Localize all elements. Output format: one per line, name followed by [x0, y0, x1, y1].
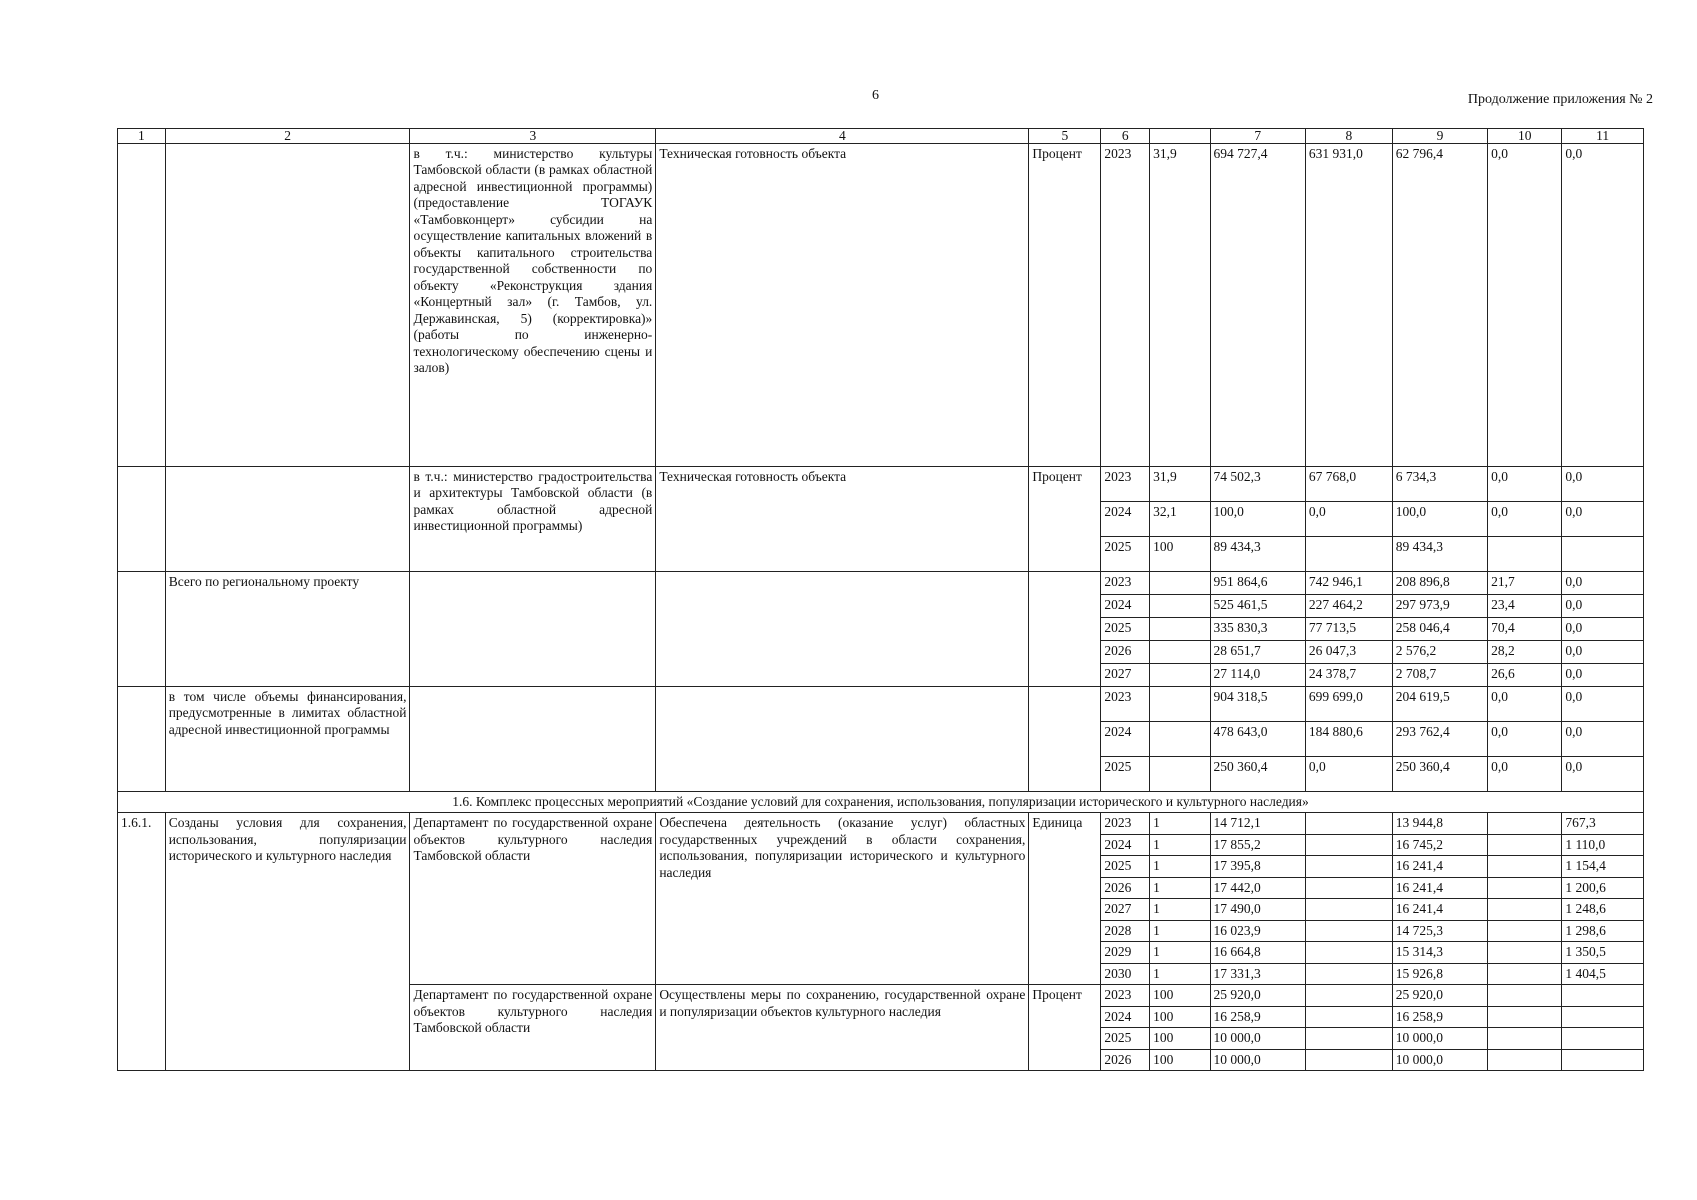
column-header: 4: [656, 129, 1029, 144]
cell-other: 0,0: [1562, 664, 1644, 687]
cell-name: [165, 467, 410, 572]
cell-total: 17 442,0: [1210, 877, 1305, 898]
cell-local: 0,0: [1488, 757, 1562, 792]
cell-year: 2023: [1101, 572, 1150, 595]
cell-total: 478 643,0: [1210, 722, 1305, 757]
cell-regional: 13 944,8: [1392, 813, 1487, 834]
cell-number: [118, 467, 166, 572]
cell-federal: [1305, 985, 1392, 1006]
cell-regional: 100,0: [1392, 502, 1487, 537]
cell-federal: [1305, 899, 1392, 920]
cell-value: [1150, 572, 1210, 595]
cell-value: 100: [1150, 1028, 1210, 1049]
cell-year: 2027: [1101, 664, 1150, 687]
column-header: 8: [1305, 129, 1392, 144]
column-header: 10: [1488, 129, 1562, 144]
column-header: [1150, 129, 1210, 144]
cell-value: 1: [1150, 963, 1210, 984]
cell-total: 16 664,8: [1210, 942, 1305, 963]
cell-regional: 10 000,0: [1392, 1028, 1487, 1049]
cell-other: 0,0: [1562, 572, 1644, 595]
cell-other: 767,3: [1562, 813, 1644, 834]
cell-total: 17 490,0: [1210, 899, 1305, 920]
cell-total: 10 000,0: [1210, 1028, 1305, 1049]
cell-other: 0,0: [1562, 595, 1644, 618]
cell-regional: 2 708,7: [1392, 664, 1487, 687]
cell-local: [1488, 856, 1562, 877]
cell-other: [1562, 537, 1644, 572]
cell-total: 100,0: [1210, 502, 1305, 537]
column-header: 5: [1029, 129, 1101, 144]
cell-year: 2024: [1101, 502, 1150, 537]
column-header: 1: [118, 129, 166, 144]
cell-value: 1: [1150, 877, 1210, 898]
cell-federal: 67 768,0: [1305, 467, 1392, 502]
cell-other: 0,0: [1562, 144, 1644, 467]
cell-local: 70,4: [1488, 618, 1562, 641]
cell-federal: 0,0: [1305, 502, 1392, 537]
cell-regional: 10 000,0: [1392, 1049, 1487, 1070]
cell-regional: 2 576,2: [1392, 641, 1487, 664]
table-row: [118, 813, 1644, 834]
cell-value: 100: [1150, 985, 1210, 1006]
column-header: 6: [1101, 129, 1150, 144]
cell-year: 2024: [1101, 722, 1150, 757]
cell-federal: 631 931,0: [1305, 144, 1392, 467]
cell-year: 2023: [1101, 467, 1150, 502]
cell-local: [1488, 1049, 1562, 1070]
cell-value: 100: [1150, 537, 1210, 572]
cell-federal: [1305, 1028, 1392, 1049]
cell-other: 1 200,6: [1562, 877, 1644, 898]
cell-local: [1488, 813, 1562, 834]
cell-local: [1488, 877, 1562, 898]
cell-other: 1 110,0: [1562, 834, 1644, 855]
cell-local: 0,0: [1488, 687, 1562, 722]
cell-local: 28,2: [1488, 641, 1562, 664]
cell-year: 2023: [1101, 813, 1150, 834]
cell-other: 1 154,4: [1562, 856, 1644, 877]
cell-local: 26,6: [1488, 664, 1562, 687]
cell-total: 16 023,9: [1210, 920, 1305, 941]
cell-other: [1562, 985, 1644, 1006]
cell-federal: [1305, 834, 1392, 855]
cell-executor: в т.ч.: министерство культуры Тамбовской области (в рамках областной адресной инвестиционной программы) (предоставление ТОГАУК «Тамбовконцерт» субсидии на осуществление капитальных вложений в объекты капитального строительства государственной собственности по объекту «Реконструкция здания «Концертный зал» (г. Тамбов, ул. Державинская, 5) (корректировка)» (работы по инженерно-технологическому обеспечению сцены и залов): [410, 144, 656, 467]
cell-local: [1488, 1006, 1562, 1027]
cell-local: [1488, 942, 1562, 963]
cell-local: [1488, 985, 1562, 1006]
cell-value: 1: [1150, 920, 1210, 941]
cell-federal: 227 464,2: [1305, 595, 1392, 618]
cell-local: 23,4: [1488, 595, 1562, 618]
cell-regional: 293 762,4: [1392, 722, 1487, 757]
column-header: 2: [165, 129, 410, 144]
cell-other: 0,0: [1562, 757, 1644, 792]
cell-value: [1150, 687, 1210, 722]
cell-regional: 16 241,4: [1392, 899, 1487, 920]
cell-other: 0,0: [1562, 467, 1644, 502]
cell-other: 0,0: [1562, 641, 1644, 664]
cell-year: 2025: [1101, 1028, 1150, 1049]
page-number: 6: [872, 88, 879, 103]
cell-regional: 297 973,9: [1392, 595, 1487, 618]
cell-federal: [1305, 877, 1392, 898]
cell-total: 694 727,4: [1210, 144, 1305, 467]
cell-year: 2023: [1101, 144, 1150, 467]
cell-year: 2025: [1101, 537, 1150, 572]
cell-other: [1562, 1049, 1644, 1070]
cell-indicator: Обеспечена деятельность (оказание услуг) областных государственных учреждений в области сохранения, использования, популяризации исторического и культурного наследия: [656, 813, 1029, 985]
cell-year: 2025: [1101, 757, 1150, 792]
cell-total: 335 830,3: [1210, 618, 1305, 641]
cell-unit: Процент: [1029, 144, 1101, 467]
cell-year: 2024: [1101, 834, 1150, 855]
cell-total: 74 502,3: [1210, 467, 1305, 502]
cell-value: 1: [1150, 942, 1210, 963]
cell-other: 1 404,5: [1562, 963, 1644, 984]
cell-other: [1562, 1028, 1644, 1049]
column-header: 3: [410, 129, 656, 144]
cell-local: 21,7: [1488, 572, 1562, 595]
cell-executor: Департамент по государственной охране объектов культурного наследия Тамбовской области: [410, 813, 656, 985]
column-header: 7: [1210, 129, 1305, 144]
section-title: 1.6. Комплекс процессных мероприятий «Создание условий для сохранения, использования, популяризации исторического и культурного наследия»: [118, 792, 1644, 813]
cell-year: 2030: [1101, 963, 1150, 984]
cell-executor: [410, 687, 656, 792]
cell-number: [118, 144, 166, 467]
appendix-note: Продолжение приложения № 2: [1467, 92, 1653, 107]
cell-year: 2025: [1101, 856, 1150, 877]
cell-value: [1150, 757, 1210, 792]
cell-federal: 77 713,5: [1305, 618, 1392, 641]
cell-value: [1150, 664, 1210, 687]
cell-other: [1562, 1006, 1644, 1027]
table-row: [118, 687, 1644, 722]
cell-executor: в т.ч.: министерство градостроительства и архитектуры Тамбовской области (в рамках областной адресной инвестиционной программы): [410, 467, 656, 572]
cell-total: 904 318,5: [1210, 687, 1305, 722]
cell-indicator: Техническая готовность объекта: [656, 467, 1029, 572]
cell-regional: 89 434,3: [1392, 537, 1487, 572]
cell-regional: 6 734,3: [1392, 467, 1487, 502]
cell-local: [1488, 834, 1562, 855]
cell-value: 1: [1150, 899, 1210, 920]
cell-federal: 0,0: [1305, 757, 1392, 792]
cell-other: 0,0: [1562, 502, 1644, 537]
cell-value: 100: [1150, 1006, 1210, 1027]
cell-year: 2026: [1101, 1049, 1150, 1070]
cell-executor: [410, 572, 656, 687]
cell-unit: [1029, 572, 1101, 687]
cell-federal: [1305, 942, 1392, 963]
cell-value: 1: [1150, 856, 1210, 877]
cell-indicator: Техническая готовность объекта: [656, 144, 1029, 467]
cell-number: [118, 572, 166, 687]
cell-value: 1: [1150, 834, 1210, 855]
cell-year: 2024: [1101, 595, 1150, 618]
cell-total: 25 920,0: [1210, 985, 1305, 1006]
cell-federal: [1305, 1006, 1392, 1027]
cell-total: 28 651,7: [1210, 641, 1305, 664]
cell-federal: [1305, 920, 1392, 941]
item-number: 1.6.1.: [118, 813, 166, 1071]
cell-other: 1 350,5: [1562, 942, 1644, 963]
cell-unit: Единица: [1029, 813, 1101, 985]
cell-value: 1: [1150, 813, 1210, 834]
cell-unit: Процент: [1029, 985, 1101, 1071]
cell-local: 0,0: [1488, 722, 1562, 757]
cell-regional: 258 046,4: [1392, 618, 1487, 641]
cell-local: [1488, 899, 1562, 920]
cell-year: 2028: [1101, 920, 1150, 941]
cell-total: 89 434,3: [1210, 537, 1305, 572]
cell-executor: Департамент по государственной охране объектов культурного наследия Тамбовской области: [410, 985, 656, 1071]
cell-unit: Процент: [1029, 467, 1101, 572]
cell-other: 0,0: [1562, 687, 1644, 722]
cell-local: [1488, 537, 1562, 572]
cell-local: 0,0: [1488, 502, 1562, 537]
cell-regional: 16 745,2: [1392, 834, 1487, 855]
cell-value: 32,1: [1150, 502, 1210, 537]
cell-total: 951 864,6: [1210, 572, 1305, 595]
cell-year: 2026: [1101, 877, 1150, 898]
cell-other: 1 298,6: [1562, 920, 1644, 941]
cell-total: 17 331,3: [1210, 963, 1305, 984]
cell-total: 10 000,0: [1210, 1049, 1305, 1070]
cell-year: 2025: [1101, 618, 1150, 641]
column-header: 11: [1562, 129, 1644, 144]
cell-indicator: [656, 687, 1029, 792]
cell-number: [118, 687, 166, 792]
cell-total: 17 855,2: [1210, 834, 1305, 855]
financing-table: [117, 128, 1644, 1071]
cell-regional: 16 241,4: [1392, 856, 1487, 877]
column-header-row: [118, 129, 1644, 144]
cell-year: 2026: [1101, 641, 1150, 664]
cell-other: 1 248,6: [1562, 899, 1644, 920]
cell-regional: 15 926,8: [1392, 963, 1487, 984]
table-row: [118, 572, 1644, 595]
cell-year: 2027: [1101, 899, 1150, 920]
cell-regional: 16 241,4: [1392, 877, 1487, 898]
cell-regional: 16 258,9: [1392, 1006, 1487, 1027]
cell-federal: [1305, 1049, 1392, 1070]
cell-local: 0,0: [1488, 144, 1562, 467]
cell-year: 2023: [1101, 985, 1150, 1006]
cell-total: 16 258,9: [1210, 1006, 1305, 1027]
cell-federal: [1305, 856, 1392, 877]
column-header: 9: [1392, 129, 1487, 144]
cell-regional: 204 619,5: [1392, 687, 1487, 722]
cell-year: 2024: [1101, 1006, 1150, 1027]
item-name: Созданы условия для сохранения, использования, популяризации исторического и культурного наследия: [165, 813, 410, 1071]
table-row: [118, 144, 1644, 467]
cell-federal: 184 880,6: [1305, 722, 1392, 757]
cell-local: [1488, 920, 1562, 941]
cell-total: 27 114,0: [1210, 664, 1305, 687]
cell-value: [1150, 618, 1210, 641]
cell-value: [1150, 641, 1210, 664]
cell-year: 2023: [1101, 687, 1150, 722]
total-label: Всего по региональному проекту: [165, 572, 410, 687]
table-row: [118, 467, 1644, 502]
cell-federal: 699 699,0: [1305, 687, 1392, 722]
cell-federal: [1305, 813, 1392, 834]
cell-regional: 250 360,4: [1392, 757, 1487, 792]
cell-federal: [1305, 963, 1392, 984]
cell-other: 0,0: [1562, 618, 1644, 641]
cell-total: 525 461,5: [1210, 595, 1305, 618]
cell-local: 0,0: [1488, 467, 1562, 502]
cell-name: [165, 144, 410, 467]
cell-indicator: Осуществлены меры по сохранению, государственной охране и популяризации объектов культурного наследия: [656, 985, 1029, 1071]
cell-regional: 15 314,3: [1392, 942, 1487, 963]
cell-federal: [1305, 537, 1392, 572]
cell-federal: 742 946,1: [1305, 572, 1392, 595]
cell-value: 31,9: [1150, 467, 1210, 502]
cell-total: 14 712,1: [1210, 813, 1305, 834]
cell-year: 2029: [1101, 942, 1150, 963]
cell-total: 17 395,8: [1210, 856, 1305, 877]
cell-value: [1150, 595, 1210, 618]
cell-regional: 14 725,3: [1392, 920, 1487, 941]
cell-federal: 24 378,7: [1305, 664, 1392, 687]
cell-regional: 25 920,0: [1392, 985, 1487, 1006]
cell-regional: 62 796,4: [1392, 144, 1487, 467]
cell-total: 250 360,4: [1210, 757, 1305, 792]
cell-federal: 26 047,3: [1305, 641, 1392, 664]
section-row: [118, 792, 1644, 813]
cell-value: 31,9: [1150, 144, 1210, 467]
cell-value: [1150, 722, 1210, 757]
limits-label: в том числе объемы финансирования, предусмотренные в лимитах областной адресной инвестиционной программы: [165, 687, 410, 792]
cell-local: [1488, 963, 1562, 984]
cell-indicator: [656, 572, 1029, 687]
cell-local: [1488, 1028, 1562, 1049]
cell-unit: [1029, 687, 1101, 792]
cell-regional: 208 896,8: [1392, 572, 1487, 595]
cell-value: 100: [1150, 1049, 1210, 1070]
cell-other: 0,0: [1562, 722, 1644, 757]
